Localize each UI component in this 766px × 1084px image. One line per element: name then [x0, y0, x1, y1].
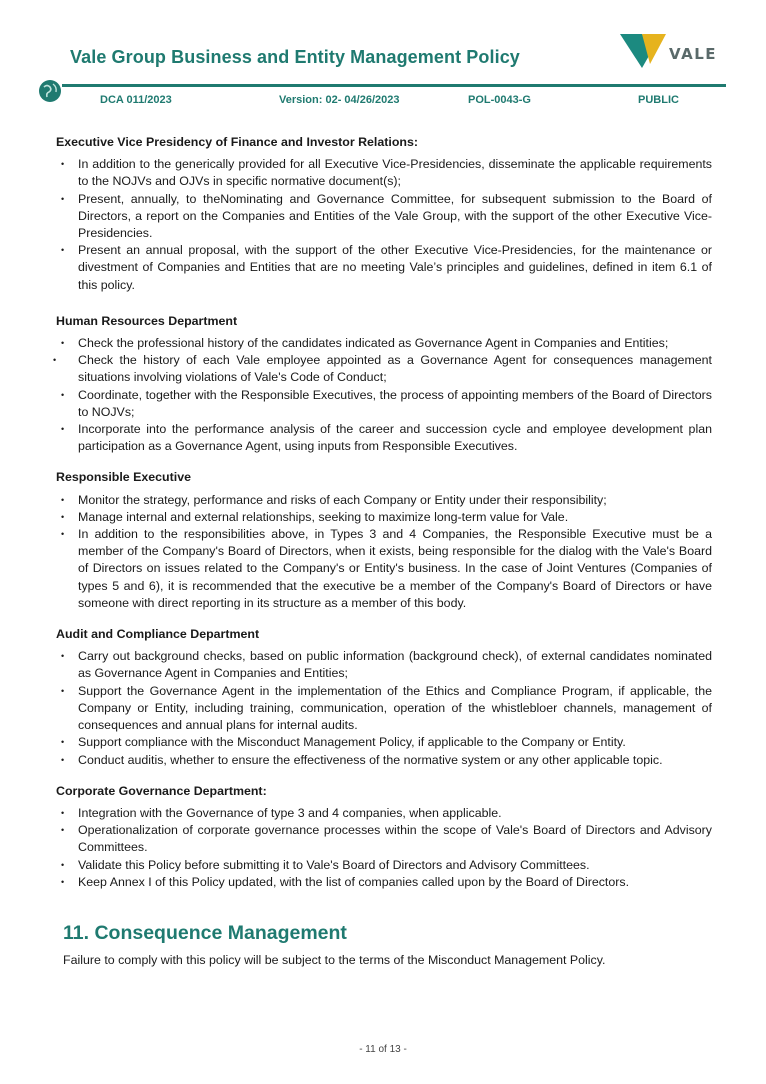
section-audit: [56, 626, 712, 769]
logo-text: VALE: [669, 45, 718, 63]
page-number: - 11 of 13 -: [359, 1044, 407, 1055]
policy-body: [56, 134, 712, 891]
section-title: Corporate Governance Department:: [56, 783, 267, 798]
list-item: • In addition to the generically provided for all Executive Vice-Presidencies, disseminate the applicable requirements to the NOJVs and OJVs in specific normative document(s);: [56, 156, 712, 190]
list-item: • In addition to the responsibilities above, in Types 3 and 4 Companies, the Responsible Executive must be a member of the Company's Board of Directors, when it exists, being responsible for the dialog with the Vale's Board of Directors on issues related to the Company's or Entity's business. In the case of Joint Ventures (Companies of types 5 and 6), it is recommended that the executive be a member of the Company's Board of Directors or have someone with direct reporting in its structure as a member of this body.: [56, 526, 712, 612]
list-item: • Validate this Policy before submitting it to Vale's Board of Directors and Advisory Committees.: [56, 857, 712, 874]
doc-version: Version: 02- 04/26/2023: [279, 94, 400, 106]
list-item: • Conduct auditis, whether to ensure the effectiveness of the normative system or any other applicable topic.: [56, 752, 712, 769]
list-item: • Integration with the Governance of type 3 and 4 companies, when applicable.: [56, 805, 712, 822]
list-item: • Support the Governance Agent in the implementation of the Ethics and Compliance Program, if applicable, the Company or Entity, including training, communication, operation of the whistlebloer channels, management of consequences and annual plans for internal audits.: [56, 683, 712, 735]
list-item: • Operationalization of corporate governance processes within the scope of Vale's Board of Directors and Advisory Committees.: [56, 822, 712, 856]
policy-code: POL-0043-G: [468, 94, 531, 106]
list-item: • Monitor the strategy, performance and risks of each Company or Entity under their responsibility;: [56, 492, 712, 509]
list-item: • Keep Annex I of this Policy updated, with the list of companies called upon by the Board of Directors.: [56, 874, 712, 891]
list-item: • Check the professional history of the candidates indicated as Governance Agent in Companies and Entities;: [56, 335, 712, 352]
list-item: • Manage internal and external relationships, seeking to maximize long-term value for Vale.: [56, 509, 712, 526]
section-title: Human Resources Department: [56, 313, 238, 328]
header-rule: [62, 84, 726, 87]
section-finance: [56, 134, 712, 294]
section-responsible-executive: [56, 469, 712, 612]
list-item: • Present, annually, to theNominating and Governance Committee, for subsequent submission to the Board of Directors, a report on the Companies and Entities of the Vale Group, with the support of the other Executive Vice-Presidencies.: [56, 191, 712, 243]
document-title: Vale Group Business and Entity Management Policy: [70, 47, 520, 67]
section-hr: [56, 313, 712, 456]
section-title: Responsible Executive: [56, 470, 191, 485]
list-item: • Coordinate, together with the Responsible Executives, the process of appointing members of the Board of Directors to NOJVs;: [56, 387, 712, 421]
consequence-text: Failure to comply with this policy will be subject to the terms of the Misconduct Management Policy.: [63, 953, 606, 967]
section-title: Executive Vice Presidency of Finance and Investor Relations:: [56, 135, 418, 149]
list-item: • Carry out background checks, based on public information (background check), of external candidates nominated as Governance Agent in Companies and Entities;: [56, 648, 712, 682]
list-item: • Check the history of each Vale employee appointed as a Governance Agent for consequences management situations involving violations of Vale's Code of Conduct;: [56, 352, 712, 386]
classification: PUBLIC: [638, 94, 679, 106]
globe-icon: [38, 79, 62, 103]
doc-ref: DCA 011/2023: [100, 94, 172, 106]
list-item: • Support compliance with the Misconduct Management Policy, if applicable to the Company or Entity.: [56, 734, 712, 751]
consequence-heading: 11. Consequence Management: [63, 922, 347, 944]
list-item: • Incorporate into the performance analysis of the career and succession cycle and employee development plan participation as a Governance Agent, using inputs from Responsible Executives.: [56, 421, 712, 455]
list-item: • Present an annual proposal, with the support of the other Executive Vice-Presidencies, for the maintenance or divestment of Companies and Entities that are no meeting Vale’s principles and guidelines, defined in item 6.1 of this policy.: [56, 242, 712, 294]
section-title: Audit and Compliance Department: [56, 627, 260, 642]
section-corporate-governance: [56, 783, 712, 891]
